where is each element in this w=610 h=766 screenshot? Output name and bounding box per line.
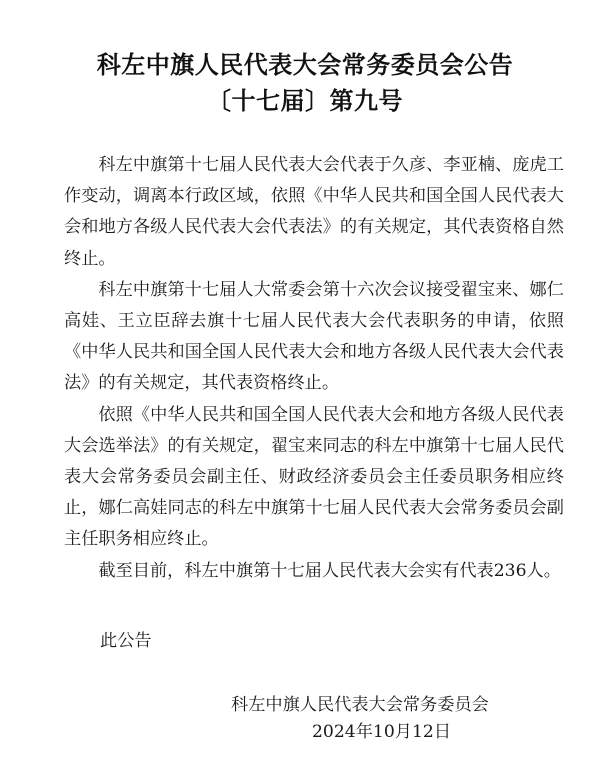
- announcement-title: 科左中旗人民代表大会常务委员会公告: [96, 51, 514, 79]
- paragraph-1: 科左中旗第十七届人民代表大会代表于久彦、李亚楠、庞虎工作变动，调离本行政区域，依照《中华人民共和国全国人民代表大会和地方各级人民代表大会代表法》的有关规定，其代表资格自然终止。: [64, 155, 564, 269]
- signature-date: 2024年10月12日: [312, 722, 452, 742]
- announcement-body: [64, 150, 564, 587]
- announcement-number: 〔十七届〕第九号: [207, 87, 403, 115]
- closing-statement: 此公告: [100, 631, 152, 651]
- paragraph-4: 截至目前，科左中旗第十七届人民代表大会实有代表236人。: [98, 560, 561, 581]
- paragraph-2: 科左中旗第十七届人大常委会第十六次会议接受翟宝来、娜仁高娃、王立臣辞去旗十七届人民代表大会代表职务的申请，依照《中华人民共和国全国人民代表大会和地方各级人民代表大会代表法》的有关规定，其代表资格终止。: [64, 279, 564, 394]
- paragraph-3: 依照《中华人民共和国全国人民代表大会和地方各级人民代表大会选举法》的有关规定，翟宝来同志的科左中旗第十七届人民代表大会常务委员会副主任、财政经济委员会主任委员职务相应终止，娜仁高娃同志的科左中旗第十七届人民代表大会常务委员会副主任职务相应终止。: [64, 404, 564, 550]
- signature-organization: 科左中旗人民代表大会常务委员会: [231, 695, 489, 715]
